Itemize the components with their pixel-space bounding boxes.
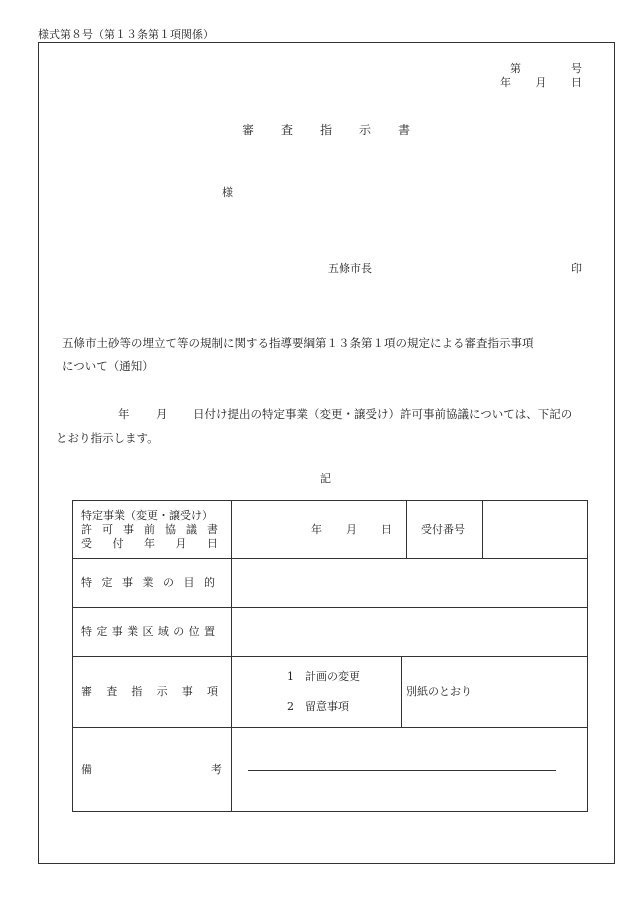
receipt-month-label: 月 [346, 523, 357, 536]
date-day-label: 日 [571, 76, 582, 89]
remarks-label-end: 考 [211, 763, 222, 776]
table-column-divider [401, 656, 402, 727]
table-column-divider [406, 500, 407, 558]
body-text-line-2: とおり指示します。 [56, 431, 159, 445]
application-receipt-label-line-3: 受 付 年 月 日 [81, 537, 218, 550]
table-row-divider [72, 607, 588, 608]
body-month-label: 月 [156, 407, 168, 421]
seal-mark: 印 [571, 262, 582, 275]
instruction-item-notes: 2 留意事項 [287, 700, 349, 713]
date-year-label: 年 [500, 76, 511, 89]
table-row-divider [72, 727, 588, 728]
sender-name: 五條市長 [328, 262, 372, 275]
remarks-underline [248, 770, 556, 771]
attachment-note: 別紙のとおり [406, 685, 472, 698]
purpose-label: 特 定 事 業 の 目 的 [81, 576, 215, 589]
document-date-line [500, 74, 582, 90]
instruction-item-plan-change: 1 計画の変更 [287, 670, 360, 683]
table-column-divider [231, 500, 232, 812]
table-row-divider [72, 656, 588, 657]
table-column-divider [482, 500, 483, 558]
body-text-line-1: 日付け提出の特定事業（変更・譲受け）許可事前協議については、下記の [193, 407, 573, 421]
location-label: 特 定 事 業 区 域 の 位 置 [81, 625, 215, 638]
addressee-suffix: 様 [222, 186, 233, 199]
ki-heading: 記 [320, 472, 331, 485]
application-receipt-label-line-2: 許 可 事 前 協 議 書 [81, 523, 218, 536]
receipt-number-label: 受付番号 [421, 523, 465, 536]
page-title: 審 査 指 示 書 [242, 123, 410, 137]
receipt-day-label: 日 [381, 523, 392, 536]
table-row-divider [72, 558, 588, 559]
date-month-label: 月 [535, 76, 547, 89]
form-number-label: 様式第８号（第１３条第１項関係） [38, 28, 214, 41]
instructions-label: 審 査 指 示 事 項 [81, 685, 218, 698]
body-year-label: 年 [118, 407, 130, 421]
number-suffix: 号 [571, 62, 582, 75]
subject-line-1: 五條市土砂等の埋立て等の規制に関する指導要綱第１３条第１項の規定による審査指示事項 [62, 336, 534, 350]
receipt-year-label: 年 [311, 523, 322, 536]
remarks-label-start: 備 [81, 763, 92, 776]
application-receipt-label-line-1: 特定事業（変更・譲受け） [81, 509, 213, 522]
number-prefix: 第 [510, 62, 521, 75]
subject-line-2: について（通知） [62, 359, 154, 373]
